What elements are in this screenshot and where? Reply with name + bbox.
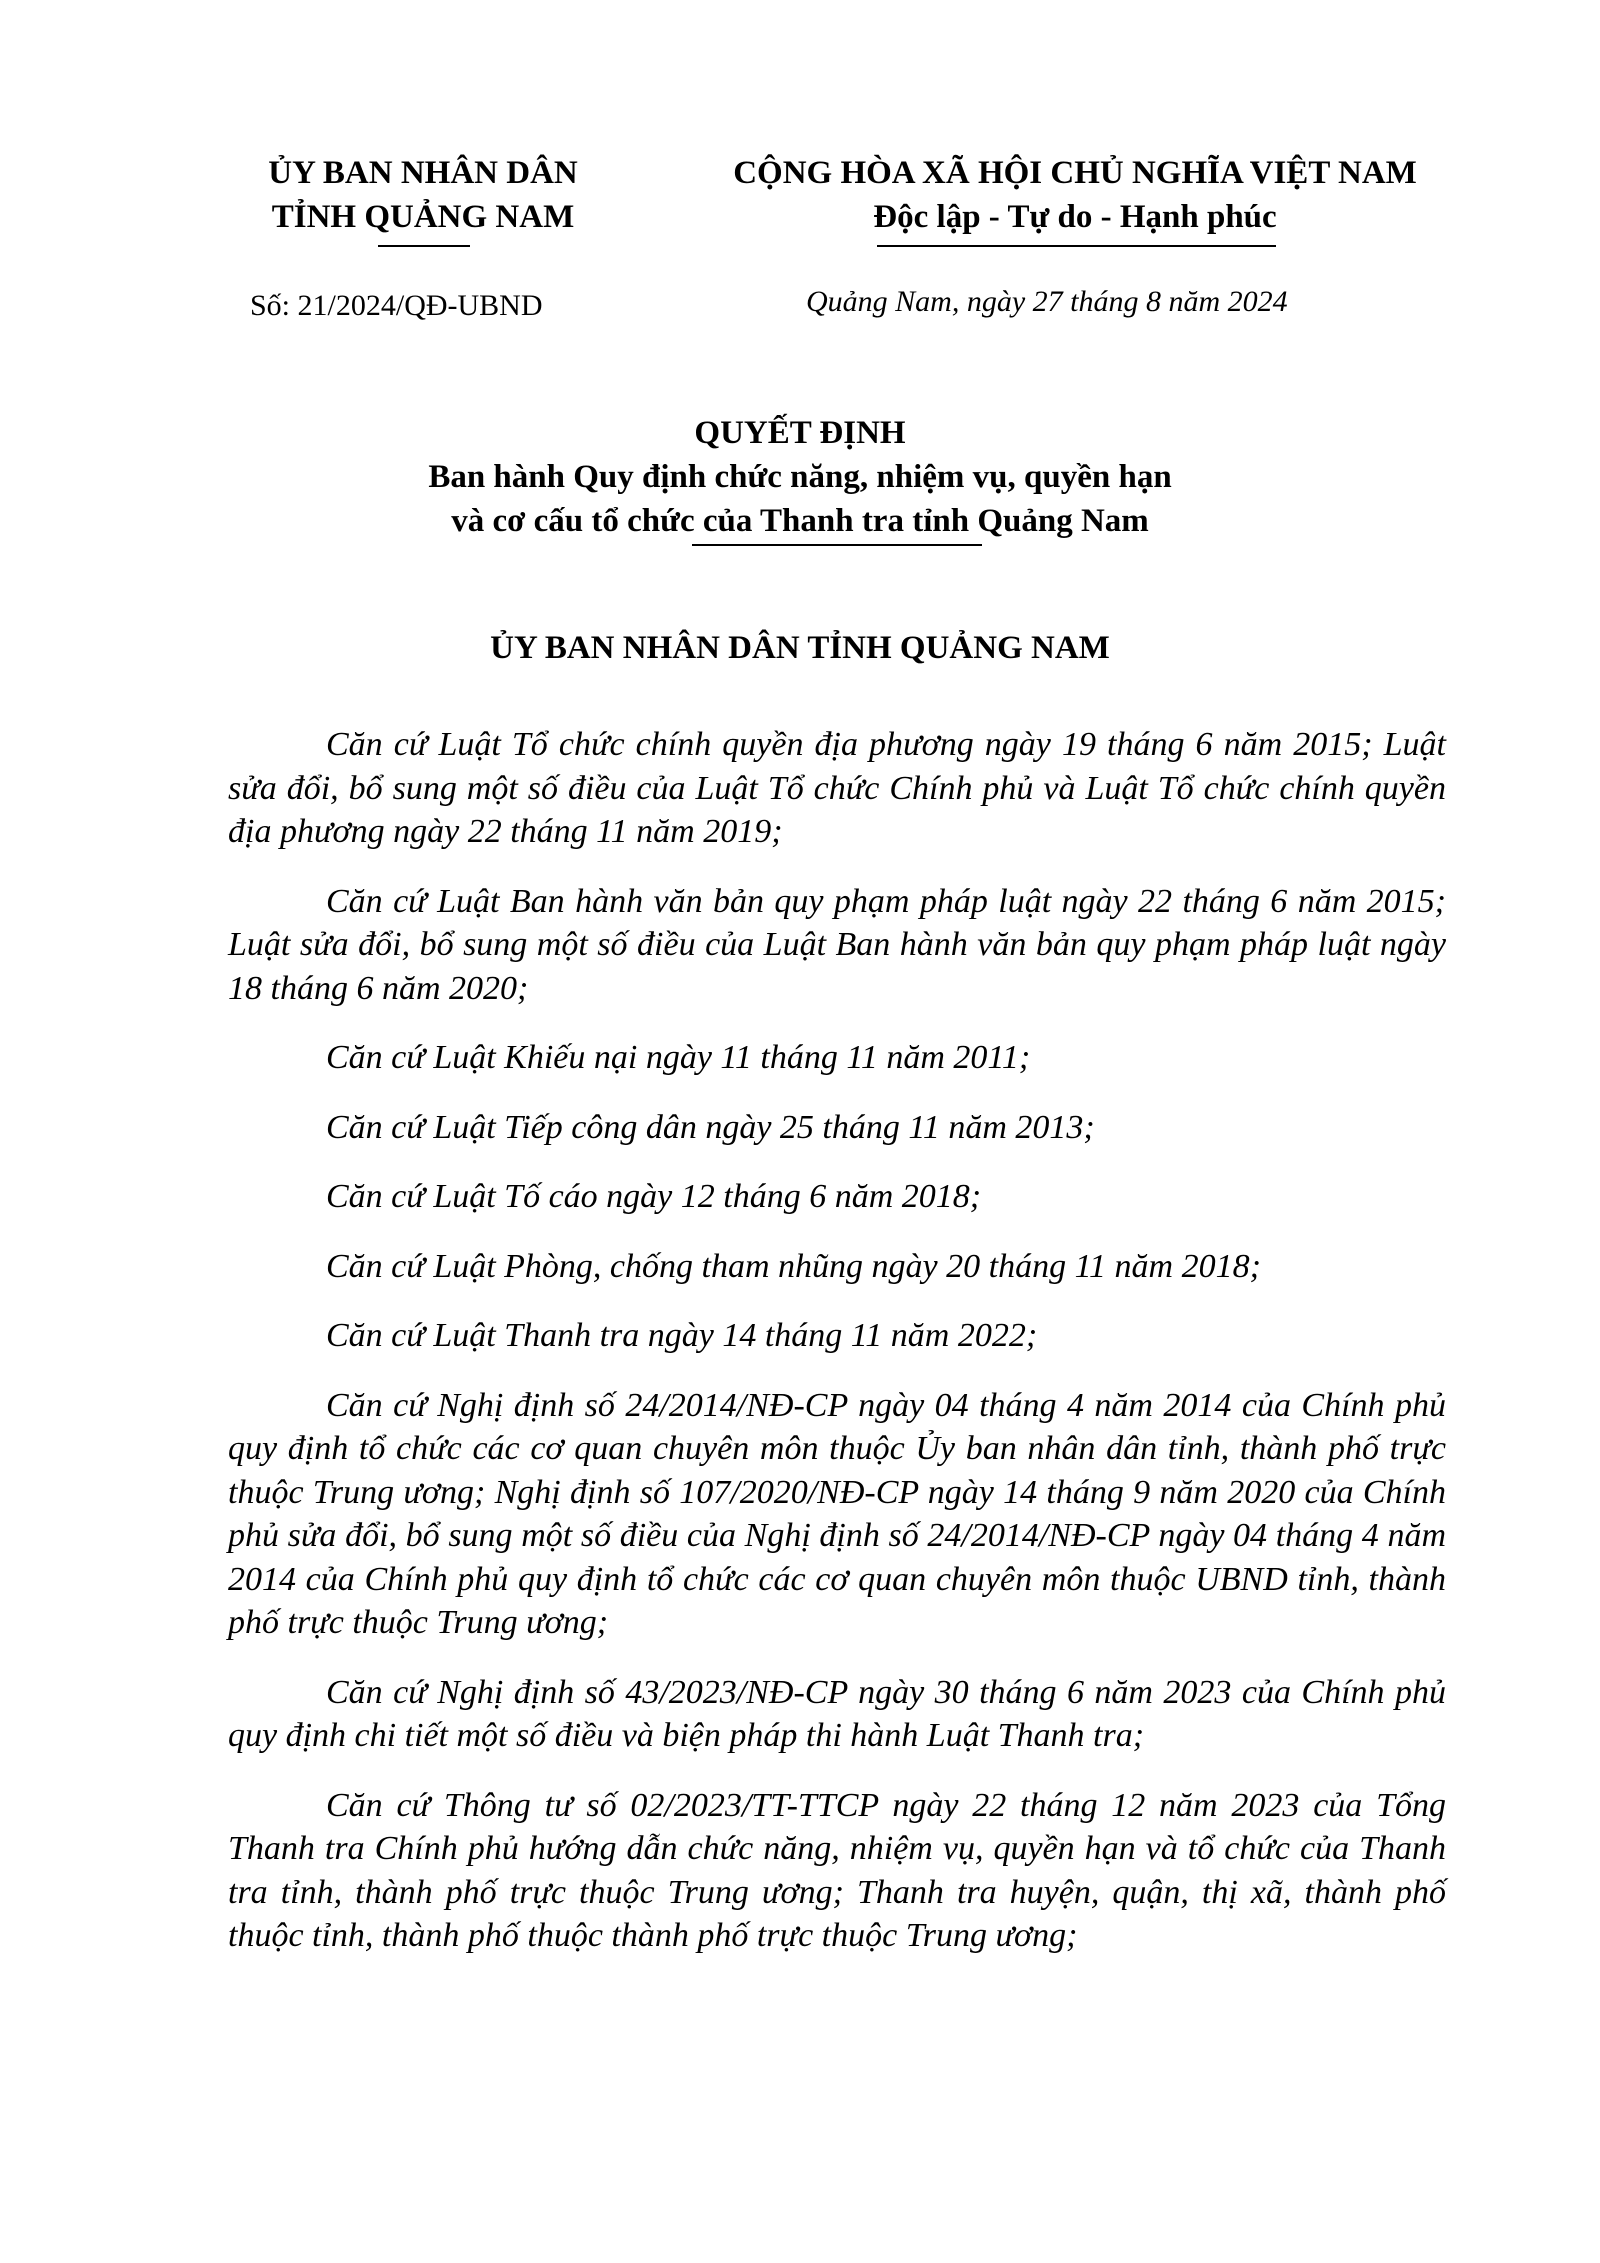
national-name: CỘNG HÒA XÃ HỘI CHỦ NGHĨA VIỆT NAM	[733, 155, 1417, 191]
legal-basis-paragraph: Căn cứ Nghị định số 24/2014/NĐ-CP ngày 04 tháng 4 năm 2014 của Chính phủ quy định tổ chức các cơ quan chuyên môn thuộc Ủy ban nhân dân tỉnh, thành phố trực thuộc Trung ương; Nghị định số 107/2020/NĐ-CP ngày 14 tháng 9 năm 2020 của Chính phủ sửa đổi, bổ sung một số điều của Nghị định số 24/2014/NĐ-CP ngày 04 tháng 4 năm 2014 của Chính phủ quy định tổ chức các cơ quan chuyên môn thuộc UBND tỉnh, thành phố trực thuộc Trung ương;	[228, 1386, 1446, 1641]
legal-basis-paragraph: Căn cứ Luật Ban hành văn bản quy phạm pháp luật ngày 22 tháng 6 năm 2015; Luật sửa đổi, bổ sung một số điều của Luật Ban hành văn bản quy phạm pháp luật ngày 18 tháng 6 năm 2020;	[228, 882, 1446, 1007]
legal-basis-paragraph: Căn cứ Luật Tổ chức chính quyền địa phương ngày 19 tháng 6 năm 2015; Luật sửa đổi, bổ sung một số điều của Luật Tổ chức Chính phủ và Luật Tổ chức chính quyền địa phương ngày 22 tháng 11 năm 2019;	[228, 726, 1446, 850]
document-title	[300, 411, 1300, 543]
authority-heading: ỦY BAN NHÂN DÂN TỈNH QUẢNG NAM	[490, 630, 1110, 666]
title-line-1: QUYẾT ĐỊNH	[694, 415, 906, 451]
national-header	[700, 151, 1450, 239]
legal-basis-paragraph: Căn cứ Luật Tố cáo ngày 12 tháng 6 năm 2018;	[326, 1178, 982, 1215]
legal-basis-paragraph: Căn cứ Nghị định số 43/2023/NĐ-CP ngày 30 tháng 6 năm 2023 của Chính phủ quy định chi tiết một số điều và biện pháp thi hành Luật Thanh tra;	[228, 1673, 1446, 1754]
place-date: Quảng Nam, ngày 27 tháng 8 năm 2024	[806, 285, 1288, 318]
issuer-header	[228, 151, 618, 239]
motto-underline	[877, 245, 1276, 247]
issuer-underline	[378, 245, 470, 247]
legal-basis-paragraph: Căn cứ Thông tư số 02/2023/TT-TTCP ngày 22 tháng 12 năm 2023 của Tổng Thanh tra Chính phủ hướng dẫn chức năng, nhiệm vụ, quyền hạn và tổ chức của Thanh tra tỉnh, thành phố trực thuộc Trung ương; Thanh tra huyện, quận, thị xã, thành phố thuộc tỉnh, thành phố thuộc thành phố trực thuộc Trung ương;	[228, 1786, 1446, 1954]
issuer-line-2: TỈNH QUẢNG NAM	[271, 199, 575, 235]
national-motto: Độc lập - Tự do - Hạnh phúc	[873, 199, 1277, 235]
legal-basis-paragraph: Căn cứ Luật Khiếu nại ngày 11 tháng 11 năm 2011;	[326, 1039, 1031, 1076]
legal-basis-paragraph: Căn cứ Luật Phòng, chống tham nhũng ngày 20 tháng 11 năm 2018;	[326, 1247, 1261, 1285]
legal-bases	[228, 723, 1446, 1984]
title-line-2: Ban hành Quy định chức năng, nhiệm vụ, quyền hạn	[428, 459, 1172, 495]
legal-basis-paragraph: Căn cứ Luật Tiếp công dân ngày 25 tháng 11 năm 2013;	[326, 1108, 1095, 1146]
document-number: Số: 21/2024/QĐ-UBND	[250, 289, 543, 322]
title-line-3: và cơ cấu tổ chức của Thanh tra tỉnh Quảng Nam	[451, 503, 1149, 539]
legal-basis-paragraph: Căn cứ Luật Thanh tra ngày 14 tháng 11 năm 2022;	[326, 1317, 1038, 1354]
issuer-line-1: ỦY BAN NHÂN DÂN	[268, 155, 578, 191]
title-underline	[692, 544, 982, 546]
